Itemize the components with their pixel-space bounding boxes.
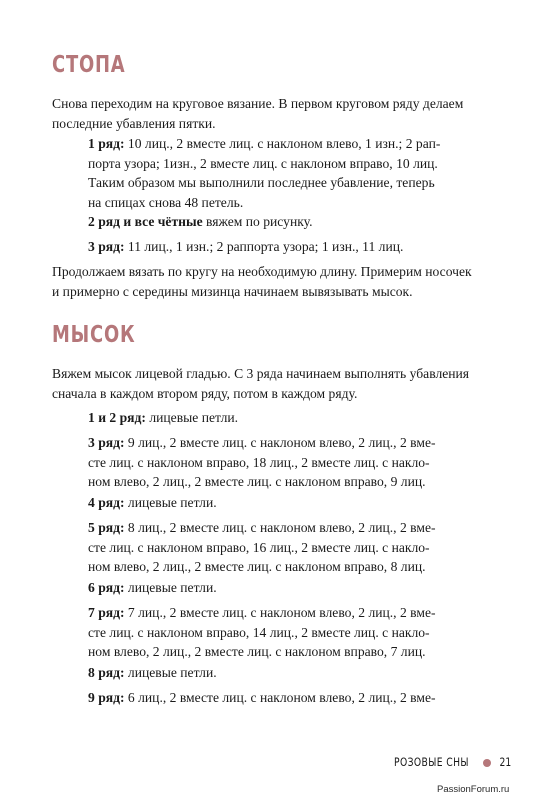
text-line [88,433,468,453]
row-text: 8 лиц., 2 вместе лиц. с наклоном влево, 2 лиц., 2 вме- [124,520,436,535]
row-text: 10 лиц., 2 вместе лиц. с наклоном влево, 1 изн.; 2 рап- [124,136,441,151]
mysok-row6-instruction [88,578,468,598]
row-text: вяжем по рисунку. [202,214,313,229]
row-text: лицевые петли. [145,410,239,425]
row-label: 6 ряд: [88,580,125,595]
row-text: 11 лиц., 1 изн.; 2 раппорта узора; 1 изн., 11 лиц. [124,239,404,254]
text-line [88,237,468,257]
text-line: Снова переходим на круговое вязание. В первом круговом ряду делаем [52,96,464,111]
bullet-dot-icon [483,759,491,767]
row-label: 3 ряд: [88,435,125,450]
text-line: сте лиц. с наклоном вправо, 14 лиц., 2 вместе лиц. с накло- [88,624,430,640]
mysok-row4-instruction [88,493,468,513]
row-text: лицевые петли. [124,665,217,680]
mysok-intro-paragraph [52,364,512,403]
mysok-row3-instruction [88,433,468,492]
row-label: 1 и 2 ряд: [88,410,146,425]
stopa-row1-instruction [88,134,468,212]
text-line [88,663,468,683]
row-label: 2 ряд и все чётные [88,214,203,229]
text-line: сте лиц. с наклоном вправо, 16 лиц., 2 вместе лиц. с накло- [88,539,430,555]
row-text: лицевые петли. [124,495,217,510]
mysok-row8-instruction [88,663,468,683]
text-line: сте лиц. с наклоном вправо, 18 лиц., 2 вместе лиц. с накло- [88,454,430,470]
row-text: 7 лиц., 2 вместе лиц. с наклоном влево, 2 лиц., 2 вме- [124,605,436,620]
mysok-row12-instruction [88,408,468,428]
footer-section-name: РОЗОВЫЕ СНЫ [394,755,469,769]
text-line: порта узора; 1изн., 2 вместе лиц. с наклоном вправо, 10 лиц. [88,155,438,171]
text-line [88,518,468,538]
text-line: Продолжаем вязать по кругу на необходимую длину. Примерим носочек [52,264,472,279]
section-title-mysok: МЫСОК [52,322,136,348]
text-line: ном влево, 2 лиц., 2 вместе лиц. с наклоном вправо, 9 лиц. [88,474,426,489]
page-footer [394,755,513,769]
stopa-even-rows-instruction [88,212,468,232]
row-text: лицевые петли. [124,580,217,595]
row-text: 6 лиц., 2 вместе лиц. с наклоном влево, 2 лиц., 2 вме- [124,690,436,705]
page-number: 21 [499,755,512,769]
watermark: PassionForum.ru [437,784,510,795]
row-text: 9 лиц., 2 вместе лиц. с наклоном влево, 2 лиц., 2 вме- [124,435,436,450]
text-line [88,212,468,232]
text-line [88,493,468,513]
text-line [88,603,468,623]
text-line: ном влево, 2 лиц., 2 вместе лиц. с наклоном вправо, 7 лиц. [88,644,426,659]
row-label: 3 ряд: [88,239,125,254]
text-line: на спицах снова 48 петель. [88,194,244,210]
row-label: 5 ряд: [88,520,125,535]
text-line [88,134,468,154]
row-label: 4 ряд: [88,495,125,510]
mysok-row7-instruction [88,603,468,662]
stopa-outro-paragraph [52,262,512,301]
text-line: сначала в каждом втором ряду, потом в каждом ряду. [52,385,358,401]
text-line [88,688,468,708]
text-line: Таким образом мы выполнили последнее убавление, теперь [88,175,435,190]
section-title-stopa: СТОПА [52,52,126,78]
text-line: последние убавления пятки. [52,115,216,131]
text-line: и примерно с середины мизинца начинаем вывязывать мысок. [52,283,413,299]
mysok-row9-instruction [88,688,468,708]
row-label: 7 ряд: [88,605,125,620]
stopa-intro-paragraph [52,94,512,133]
row-label: 1 ряд: [88,136,125,151]
stopa-row3-instruction [88,237,468,257]
row-label: 8 ряд: [88,665,125,680]
text-line [88,578,468,598]
text-line: Вяжем мысок лицевой гладью. С 3 ряда начинаем выполнять убавления [52,366,470,381]
text-line [88,408,468,428]
mysok-row5-instruction [88,518,468,577]
row-label: 9 ряд: [88,690,125,705]
text-line: ном влево, 2 лиц., 2 вместе лиц. с наклоном вправо, 8 лиц. [88,559,426,574]
